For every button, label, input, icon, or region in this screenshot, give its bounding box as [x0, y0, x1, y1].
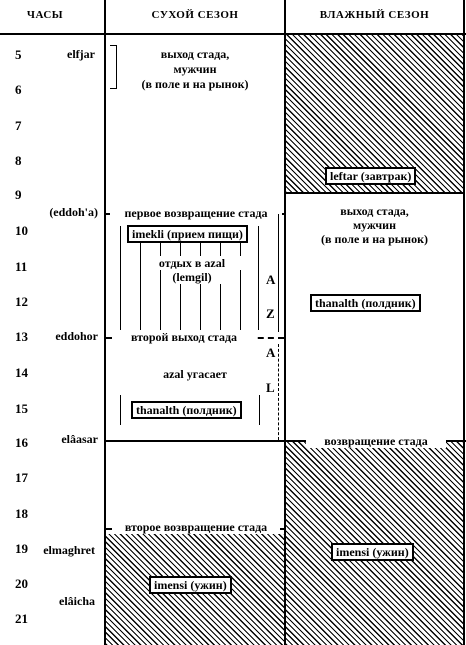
header-wet-season: ВЛАЖНЫЙ СЕЗОН: [319, 9, 430, 21]
hour-15: 15: [15, 401, 28, 416]
wet-leftar-box: leftar (завтрак): [325, 167, 416, 185]
wet-line-9: [286, 192, 463, 194]
dry-imensi-box: imensi (ужин): [149, 576, 232, 594]
dry-second-return: второе возвращение стада: [112, 520, 280, 534]
dry-rest-line-1: отдых в azal: [142, 256, 242, 270]
dry-exit-line-1: выход стада,: [160, 47, 230, 61]
dry-first-return: первое возвращение стада: [110, 206, 282, 220]
wet-imensi-box: imensi (ужин): [331, 543, 414, 561]
column-border-right: [463, 0, 465, 645]
wet-exit-line-3: (в поле и на рынок): [321, 232, 428, 246]
hour-11: 11: [15, 259, 28, 274]
azal-letter-l: L: [266, 380, 275, 395]
dry-thanalth-box: thanalth (полдник): [131, 401, 242, 419]
dry-exit-bracket: [110, 45, 117, 89]
time-name-elfjar: elfjar: [67, 47, 95, 61]
hour-13: 13: [15, 329, 28, 344]
azal-line-lower: [278, 344, 280, 440]
time-name-eddohor: eddohor: [55, 329, 98, 343]
wet-thanalth-box: thanalth (полдник): [310, 294, 421, 312]
hour-16: 16: [15, 435, 28, 450]
hour-17: 17: [15, 470, 28, 485]
time-name-elmaghret: elmaghret: [43, 543, 95, 557]
azal-letter-z: Z: [266, 306, 275, 321]
rest-line-5: [200, 240, 201, 330]
dry-imekli-box: imekli (прием пищи): [127, 225, 248, 243]
dry-afternoon-frame: [120, 395, 260, 425]
time-name-elaicha: elâicha: [59, 594, 95, 608]
hour-9: 9: [15, 187, 22, 202]
hour-12: 12: [15, 294, 28, 309]
rest-line-1: [120, 226, 121, 330]
hour-5: 5: [15, 47, 22, 62]
azal-letter-a1: A: [266, 272, 276, 287]
hour-21: 21: [15, 611, 28, 626]
rest-line-8: [258, 226, 259, 330]
azal-line: [278, 214, 279, 332]
dry-azal-fades: azal угасает: [163, 367, 227, 381]
wet-exit-line-2: мужчин: [352, 218, 396, 232]
wet-exit-line-1: выход стада,: [340, 204, 409, 218]
hour-19: 19: [15, 541, 28, 556]
wet-return: возвращение стада: [306, 434, 446, 448]
time-name-elaasar: elâasar: [61, 432, 98, 446]
hour-20: 20: [15, 576, 28, 591]
dry-rest-line-2: (lemgil): [162, 270, 222, 284]
rest-line-4: [180, 240, 181, 330]
hour-7: 7: [15, 118, 22, 133]
rest-line-6: [220, 240, 221, 330]
rest-line-7: [240, 240, 241, 330]
hour-8: 8: [15, 153, 22, 168]
dry-second-exit: второй выход стада: [114, 330, 254, 344]
dry-exit-line-3: (в поле и на рынок): [141, 77, 249, 91]
dry-exit-line-2: мужчин: [173, 62, 217, 76]
time-name-eddohra: (eddoh'a): [49, 205, 98, 219]
hour-14: 14: [15, 365, 28, 380]
hour-18: 18: [15, 506, 28, 521]
azal-letter-a2: A: [266, 345, 276, 360]
header-hours: ЧАСЫ: [26, 9, 64, 21]
hour-6: 6: [15, 82, 22, 97]
rest-line-2: [140, 240, 141, 330]
hour-10: 10: [15, 223, 28, 238]
rest-line-3: [160, 240, 161, 330]
header-dry-season: СУХОЙ СЕЗОН: [151, 9, 239, 21]
